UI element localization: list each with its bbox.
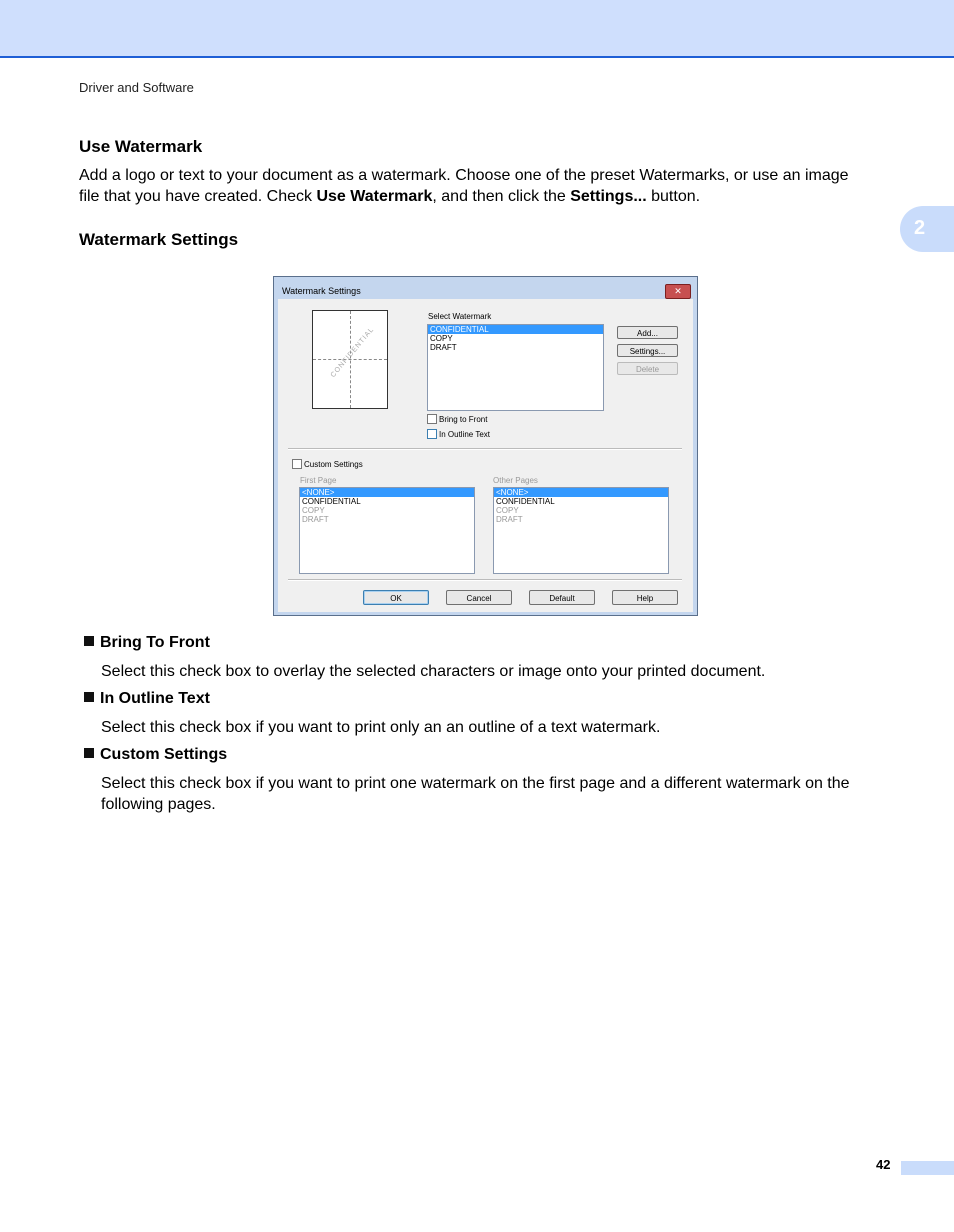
ok-button[interactable]: OK [363,590,429,605]
first-page-list[interactable] [299,487,475,574]
add-button[interactable]: Add... [617,326,678,339]
watermark-preview [312,310,388,409]
header-band [0,0,954,58]
list-item[interactable]: DRAFT [496,515,523,524]
other-pages-label: Other Pages [493,476,538,485]
list-item[interactable]: DRAFT [302,515,329,524]
bold-term: Use Watermark [316,188,433,205]
outline-text-label: In Outline Text [439,430,490,439]
section-title-watermark-settings: Watermark Settings [79,230,239,249]
separator [288,448,682,450]
bring-to-front-checkbox[interactable] [427,414,437,424]
chapter-tab [900,206,954,252]
other-pages-list[interactable] [493,487,669,574]
dialog-title: Watermark Settings [282,286,361,296]
bullet-square-icon [84,748,94,758]
cancel-button[interactable]: Cancel [446,590,512,605]
bullet-square-icon [84,636,94,646]
running-title: Driver and Software [79,80,194,95]
bullet-title: Bring To Front [100,634,210,651]
bullet-heading-custom-settings [84,746,227,764]
custom-settings-label: Custom Settings [304,460,363,469]
bullet-title: Custom Settings [100,746,228,763]
settings-button[interactable]: Settings... [617,344,678,357]
close-button[interactable]: ✕ [665,284,691,299]
list-item[interactable]: CONFIDENTIAL [496,497,555,506]
dialog-client [278,299,693,612]
text-run: , and then click the [432,188,571,205]
select-watermark-list[interactable] [427,324,604,411]
page-number: 42 [876,1157,891,1172]
select-watermark-label: Select Watermark [428,312,492,321]
list-item[interactable]: COPY [496,506,519,515]
bullet-text: Select this check box if you want to print only an an outline of a text watermark. [101,719,661,736]
help-button[interactable]: Help [612,590,678,605]
bullet-title: In Outline Text [100,690,210,707]
footer-bar [901,1161,954,1175]
list-item[interactable]: CONFIDENTIAL [302,497,361,506]
list-item[interactable]: COPY [302,506,325,515]
delete-button[interactable]: Delete [617,362,678,375]
bullet-heading-bring-to-front [84,634,210,652]
chapter-number: 2 [914,217,926,239]
list-item[interactable]: <NONE> [494,488,668,497]
watermark-settings-dialog [273,276,698,616]
bold-term: Settings... [570,188,647,205]
text-run: file that you have created. Check [79,188,317,205]
body-paragraph-line2 [79,186,700,207]
body-paragraph-line1: Add a logo or text to your document as a watermark. Choose one of the preset Watermarks, or use an image [79,167,849,184]
section-title-use-watermark: Use Watermark [79,137,203,156]
text-run: button. [646,188,701,205]
bullet-square-icon [84,692,94,702]
custom-settings-checkbox[interactable] [292,459,302,469]
bullet-text: Select this check box if you want to print one watermark on the first page and a different watermark on the following pages. [101,775,850,813]
bullet-text: Select this check box to overlay the selected characters or image onto your printed document. [101,663,766,680]
list-item[interactable]: <NONE> [300,488,474,497]
preview-watermark-text: CONFIDENTIAL [329,325,376,380]
outline-text-checkbox[interactable] [427,429,437,439]
first-page-label: First Page [300,476,337,485]
default-button[interactable]: Default [529,590,595,605]
separator [288,579,682,581]
list-item[interactable]: DRAFT [430,343,457,352]
list-item[interactable]: COPY [430,334,453,343]
bring-to-front-label: Bring to Front [439,415,488,424]
bullet-heading-outline-text [84,690,210,708]
list-item[interactable]: CONFIDENTIAL [428,325,603,334]
